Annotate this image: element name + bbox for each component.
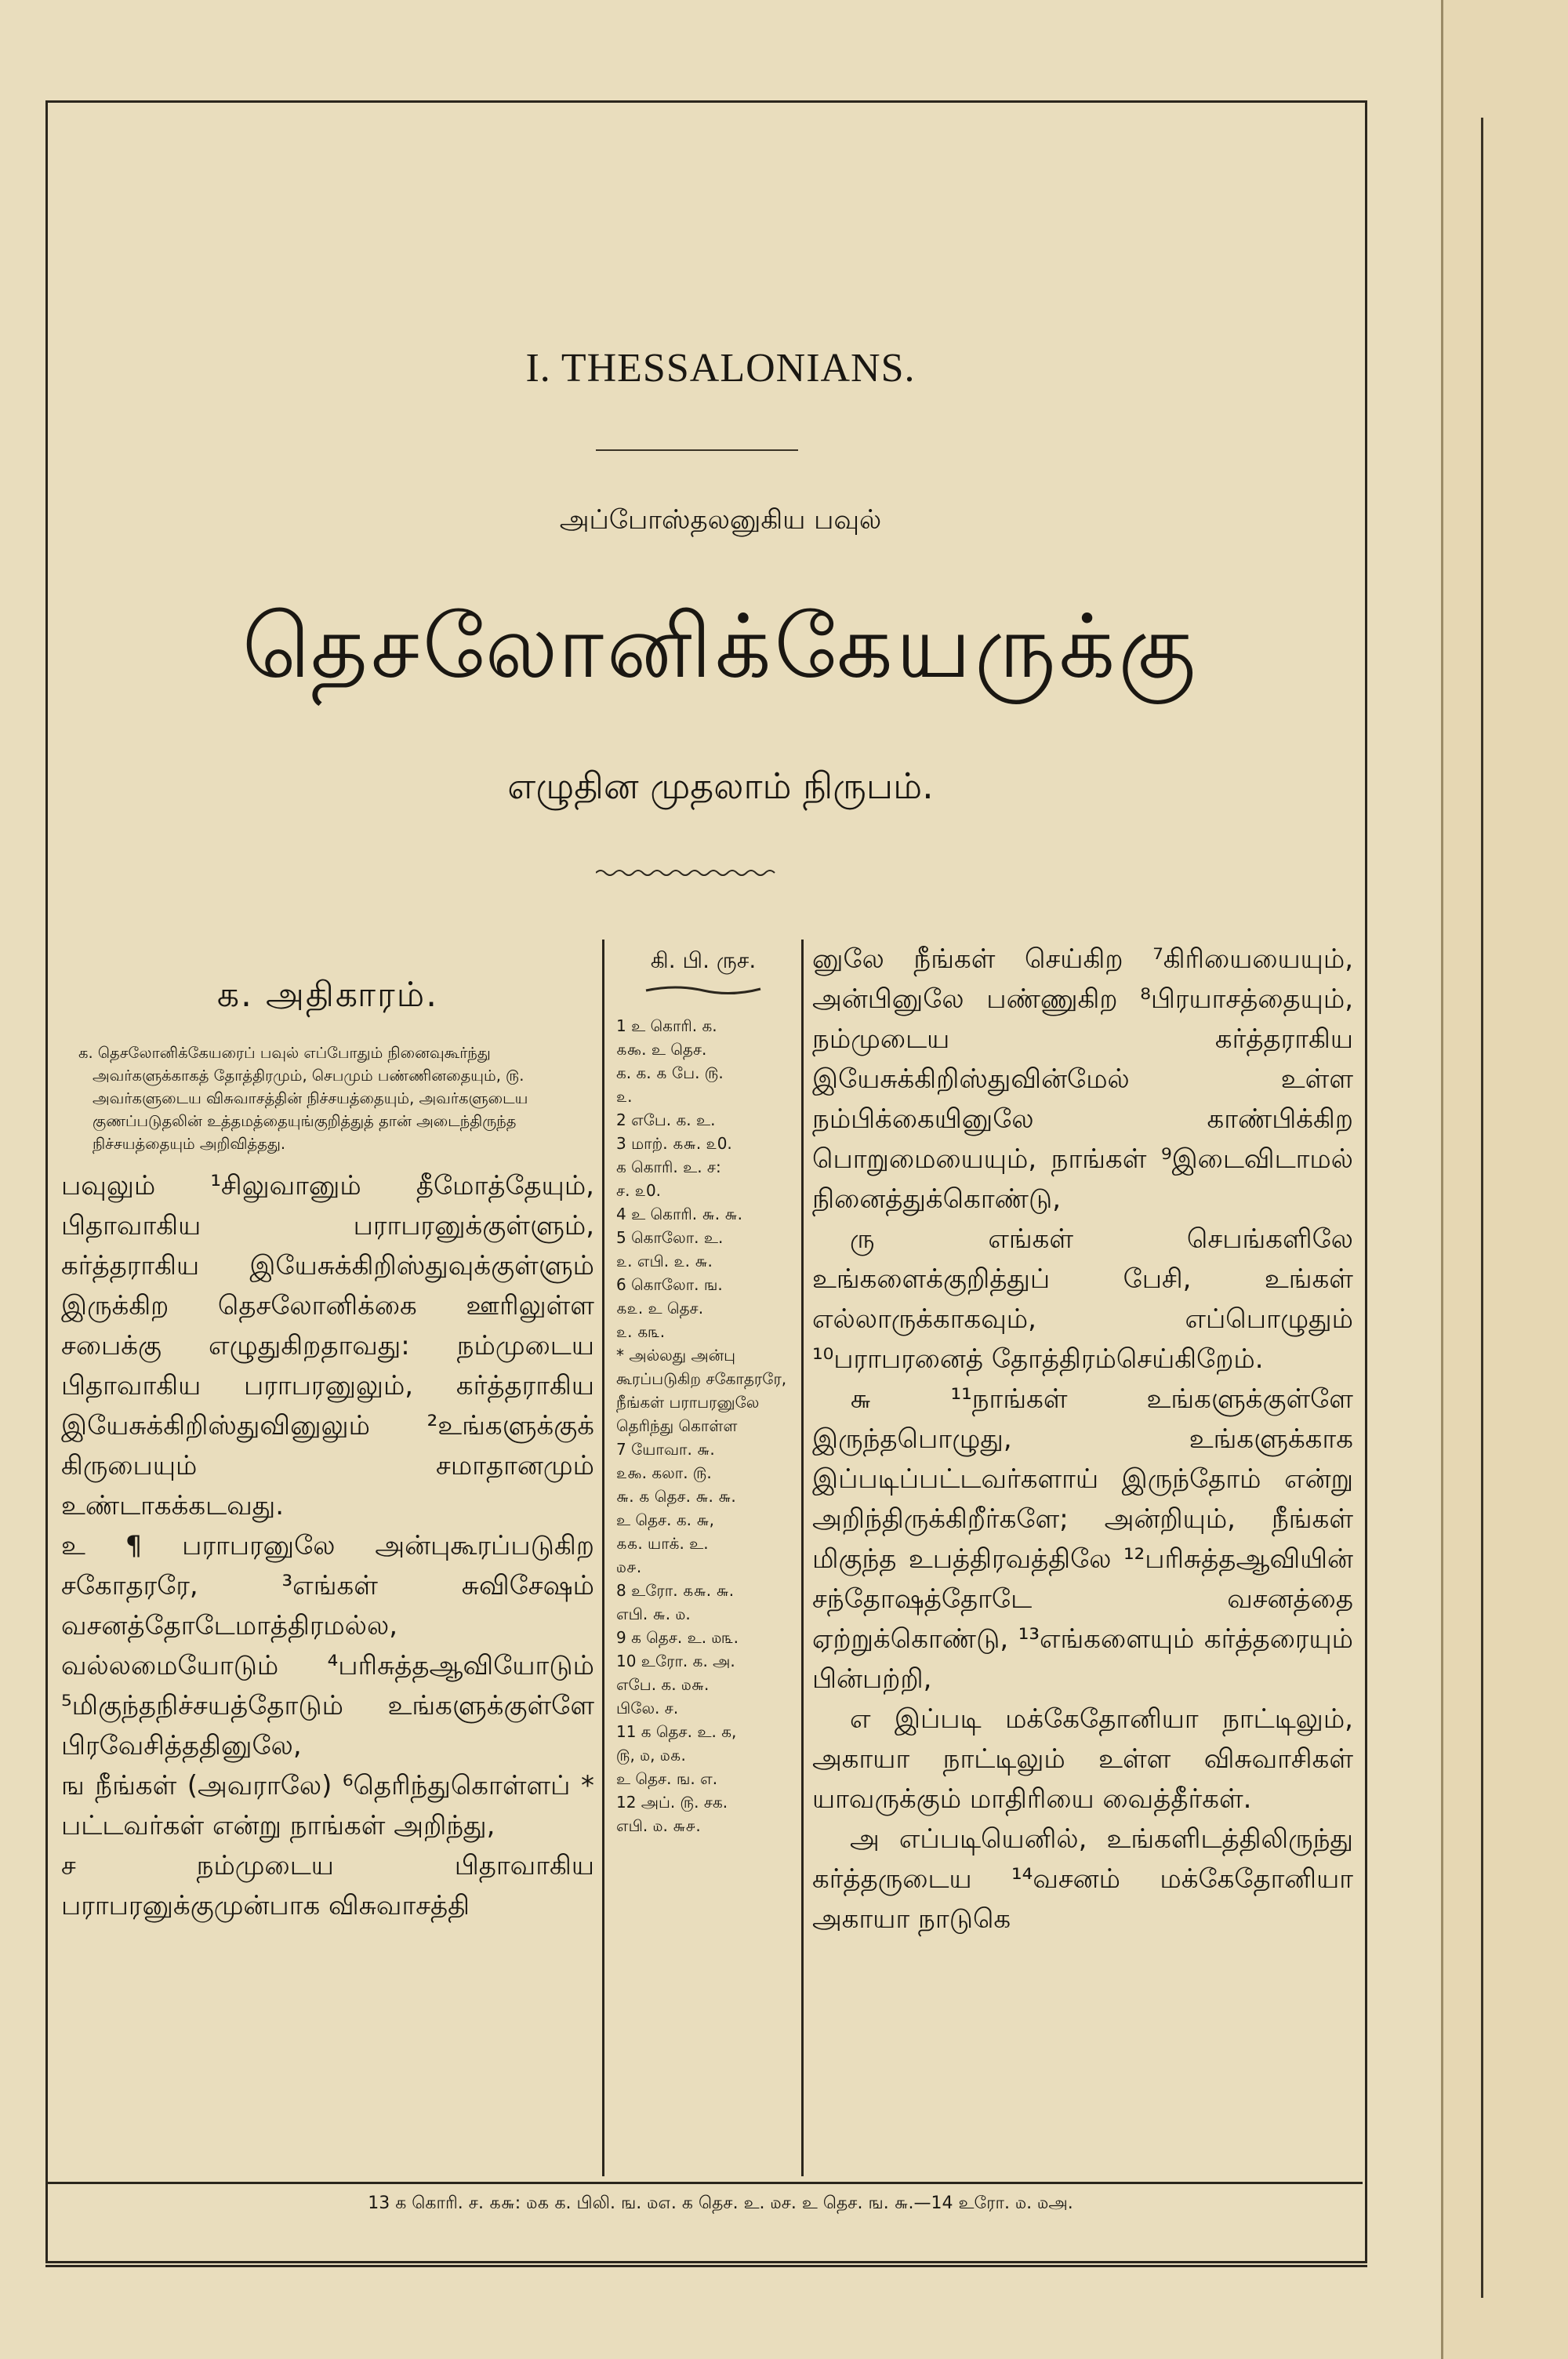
reference-list [613,1014,793,1837]
adjacent-page-border [1481,118,1483,2298]
right-column [812,940,1353,1939]
column-divider-right [801,940,804,2176]
reference-heading: கி. பி. ருச. [650,947,757,973]
column-divider-left [602,940,604,2176]
cross-reference: 5 கொலோ. உ. [616,1228,724,1247]
cross-reference: 3 மாற். ௧௬. ௨0. [616,1134,732,1153]
footnote-divider [45,2182,1363,2184]
cross-reference: ௨. ௧௩. [616,1322,666,1341]
cross-reference: 2 எபே. க. உ. [616,1110,716,1129]
page-border-bottom [45,2265,1367,2267]
left-column [61,961,594,1926]
cross-reference: ௬. ௧ தெச. ௬. ௬. [616,1487,736,1506]
cross-reference: எபே. க. ௰௬. [616,1675,710,1694]
cross-reference: க. க. ௧ பே. ௫. [616,1063,724,1082]
cross-reference: உ தெச. ங. எ. [616,1769,718,1788]
cross-reference: 12 அப். ௫. சக. [616,1793,728,1812]
english-title: I. THESSALONIANS. [525,346,916,391]
cross-reference: எபி. ௬. ௰. [616,1605,691,1623]
cross-reference: பிலே. ச. [616,1699,679,1717]
cross-reference: ௨. [616,1087,633,1106]
cross-reference: 7 யோவா. ௬. [616,1440,715,1459]
cross-reference: 1 உ கொரி. க. [616,1016,717,1035]
verse-text [61,1166,594,1926]
cross-reference: க கொரி. உ. ச: [616,1158,721,1176]
verse-paragraph: ச நம்முடைய பிதாவாகிய பராபரனுக்குமுன்பாக விசுவாசத்தி [61,1850,594,1921]
sub-title: எழுதின முதலாம் நிருபம். [507,765,934,807]
verse-paragraph: எ இப்படி மக்கேதோனியா நாட்டிலும், அகாயா நாட்டிலும் உள்ள விசுவாசிகள் யாவருக்கும் மாதிரியை வைத்தீர்கள். [812,1703,1353,1815]
pre-title: அப்போஸ்தலனுகிய பவுல் [559,504,882,536]
verse-paragraph: ௬ ¹¹நாங்கள் உங்களுக்குள்ளே இருந்தபொழுது, உங்களுக்காக இப்படிப்பட்டவர்களாய் இருந்தோம் என்று அறிந்திருக்கிறீர்களே; அன்றியும், நீங்கள் மிகுந்த உபத்திரவத்திலே ¹²பரிசுத்தஆவியின் சந்தோஷத்தோடே வசனத்தை ஏற்றுக்கொண்டு, ¹³எங்களையும் கர்த்தரையும் பின்பற்றி, [812,1383,1353,1695]
cross-reference: ௰௪. [616,1558,642,1576]
cross-reference: ௧௯. உ தெச. [616,1040,707,1059]
verse-paragraph: அ எப்படியெனில், உங்களிடத்திலிருந்து கர்த்தருடைய ¹⁴வசனம் மக்கேதோனியா அகாயா நாடுகெ [812,1823,1353,1935]
adjacent-page-edge [1441,0,1568,2359]
cross-reference: ௫, ௰, ௰௧. [616,1746,686,1765]
verse-paragraph: உ ¶ பராபரனுலே அன்புகூரப்படுகிற சகோதரரே, ³எங்கள் சுவிசேஷம் வசனத்தோடேமாத்திரமல்ல, வல்லமையோடும் ⁴பரிசுத்தஆவியோடும் ⁵மிகுந்தநிச்சயத்தோடும் உங்களுக்குள்ளே பிரவேசித்ததினுலே, [61,1530,594,1761]
cross-reference: ௨௯. கலா. ௫. [616,1463,712,1482]
cross-reference: 4 உ கொரி. ௬. ௬. [616,1205,742,1223]
verse-paragraph: ரு எங்கள் செபங்களிலே உங்களைக்குறித்துப் பேசி, உங்கள் எல்லாருக்காகவும், எப்பொழுதும் ¹⁰பராபரனைத் தோத்திரம்செய்கிறேம். [812,1223,1353,1375]
cross-reference: ௧௨. உ தெச. [616,1299,704,1318]
cross-reference: 6 கொலோ. ங. [616,1275,723,1294]
cross-reference: ச. ௨0. [616,1181,662,1200]
cross-reference: 11 க தெச. உ. க, [616,1722,737,1741]
cross-reference: ௧௧. யாக். உ. [616,1534,709,1553]
cross-reference: 9 க தெச. உ. ௰௩. [616,1628,739,1647]
main-title: தெசலோனிக்கேயருக்கு [241,596,1200,698]
cross-reference: எபி. ௰. ௬௪. [616,1816,701,1835]
cross-reference: 10 உரோ. க. அ. [616,1652,735,1670]
verse-paragraph: பவுலும் ¹சிலுவானும் தீமோத்தேயும், பிதாவாகிய பராபரனுக்குள்ளும், கர்த்தராகிய இயேசுக்கிறிஸ்துவுக்குள்ளும் இருக்கிற தெசலோனிக்கை ஊரிலுள்ள சபைக்கு எழுதுகிறதாவது: நம்முடைய பிதாவாகிய பராபரனுலும், கர்த்தராகிய இயேசுக்கிறிஸ்துவினுலும் ²உங்களுக்குக் கிருபையும் சமாதானமும் உண்டாகக்கடவது. [61,1170,594,1521]
flourish-ornament [644,983,762,997]
title-divider [596,449,798,451]
cross-reference: ௨. எபி. ௨. ௬. [616,1252,713,1270]
footnote: 13 க கொரி. ச. ௧௬: ௰௧ க. பிலி. ங. ௰௭. க தெச. உ. ௰ச. உ தெச. ங. ௬.—14 உரோ. ௰. ௰அ. [368,2194,1073,2213]
cross-reference: * அல்லது அன்பு கூரப்படுகிற சகோதரரே, நீங்கள் பராபரனுலே தெரிந்து கொள்ள [616,1346,787,1435]
reference-column [613,941,793,1837]
chapter-heading: க. அதிகாரம். [216,975,439,1015]
chapter-summary: க. தெசலோனிக்கேயரைப் பவுல் எப்போதும் நினைவுகூர்ந்து அவர்களுக்காகத் தோத்திரமும், செபமும் பண்ணினதையும், ௫. அவர்களுடைய விசுவாசத்தின் நிச்சயத்தையும், அவர்களுடைய குணப்படுதலின் உத்தமத்தையுங்குறித்துத் தான் அடைந்திருந்த நிச்சயத்தையும் அறிவித்தது. [78,1044,528,1153]
verse-paragraph: னுலே நீங்கள் செய்கிற ⁷கிரியையையும், அன்பினுலே பண்ணுகிற ⁸பிரயாசத்தையும், நம்முடைய கர்த்தராகிய இயேசுக்கிறிஸ்துவின்மேல் உள்ள நம்பிக்கையினுலே காண்பிக்கிற பொறுமையையும், நாங்கள் ⁹இடைவிடாமல் நினைத்துக்கொண்டு, [812,943,1353,1215]
cross-reference: 8 உரோ. ௧௬. ௬. [616,1581,735,1600]
wavy-ornament [596,867,776,879]
cross-reference: உ தெச. க. ௬, [616,1510,714,1529]
verse-paragraph: ங நீங்கள் (அவராலே) ⁶தெரிந்துகொள்ளப் * பட்டவர்கள் என்று நாங்கள் அறிந்து, [61,1770,594,1841]
